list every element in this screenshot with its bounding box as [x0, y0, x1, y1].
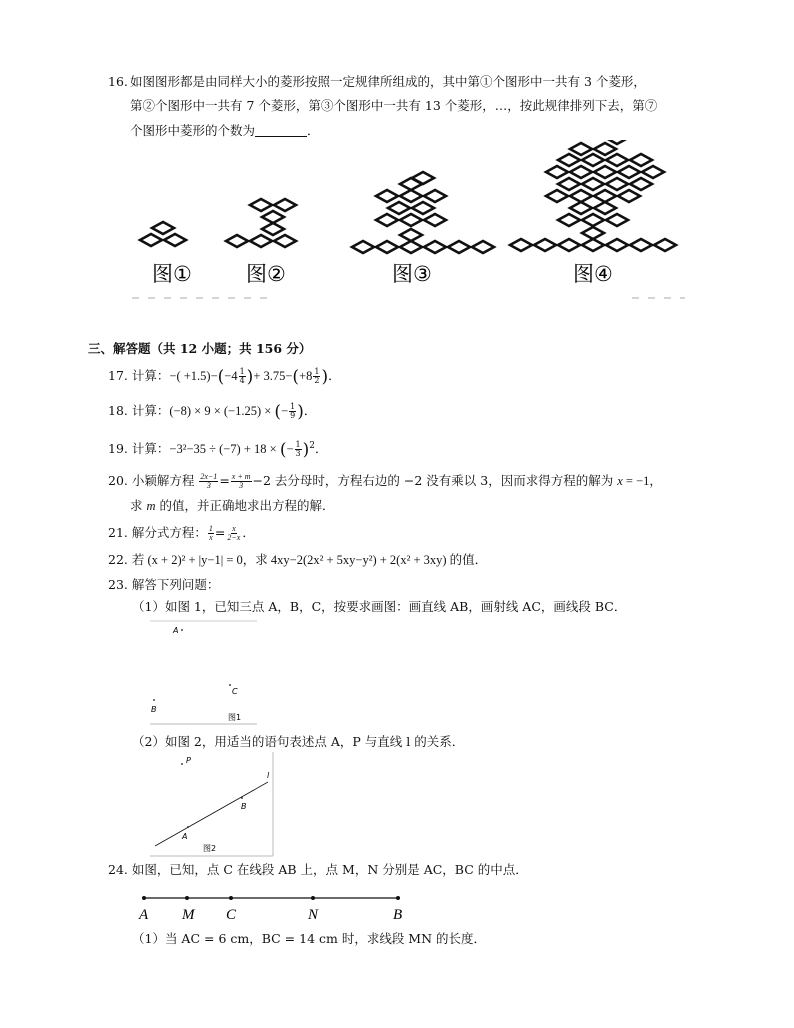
rhombus [472, 241, 494, 253]
rhombus [164, 234, 186, 246]
q22 [108, 551, 487, 569]
q17-frac1: $\frac{1}{4}$ [239, 367, 245, 385]
rhombus [594, 202, 616, 214]
rhombus [606, 178, 628, 190]
rhombus [642, 166, 664, 178]
segment-label-c: C [226, 907, 237, 923]
segment-point-b [396, 896, 400, 900]
q17-frac2: $\frac{1}{2}$ [314, 367, 320, 385]
q24-part1: （1）当 AC = 6 cm，BC = 14 cm 时，求线段 MN 的长度． [132, 931, 487, 946]
rhombus [582, 239, 604, 251]
rhombus [594, 190, 616, 202]
q20-line2: 求 m 的值，并正确地求出方程的解． [130, 498, 335, 513]
rhombus [606, 239, 628, 251]
segment-point-c [229, 896, 233, 900]
answer-blank[interactable] [255, 124, 307, 137]
q23-number: 23. [108, 577, 128, 592]
fig1-point-a-label: A [173, 626, 179, 635]
q20-line1: 20. 小颖解方程 $\frac{2x-1}{3}$ = $\frac{x + m}{3}$ −2 去分母时，方程右边的 −2 没有乘以 3，因而求得方程的解为 x = −1， [108, 472, 662, 490]
rhombus [570, 166, 592, 178]
section-heading: 三、解答题（共 12 小题；共 156 分） [88, 341, 312, 356]
q24-number: 24. [108, 862, 128, 877]
q16-number: 16. [108, 74, 128, 89]
rhombus [352, 241, 374, 253]
q17: 17. 计算：−( +1.5)−(−4 $\frac{1}{4}$ )+ 3.75−(+8 $\frac{1}{2}$ )． [108, 367, 341, 387]
rhombus [570, 190, 592, 202]
rhombus [618, 190, 640, 202]
fig1-point-b-label: B [151, 705, 157, 714]
rhombus [594, 143, 616, 155]
q17-expr-b: −4 [224, 369, 238, 383]
fig-label-3: 图③ [392, 262, 432, 286]
segment-point-n [311, 896, 315, 900]
rhombus [400, 229, 422, 241]
rhombus [262, 211, 284, 223]
fig-label-4: 图④ [573, 262, 613, 286]
rhombus [400, 190, 422, 202]
segment-point-a [142, 896, 146, 900]
q24-text: 如图，已知，点 C 在线段 AB 上，点 M，N 分别是 AC，BC 的中点． [131, 862, 528, 877]
q23-part2: （2）如图 2，用适当的语句表述点 A，P 与直线 l 的关系． [132, 734, 465, 749]
figure-2 [145, 752, 275, 857]
q20-frac1: $\frac{2x-1}{3}$ [200, 472, 218, 490]
rhombus [424, 214, 446, 226]
fig2-point-b-label: B [241, 802, 247, 811]
rhombus-figures [120, 140, 700, 305]
q18-frac: $\frac{1}{9}$ [290, 402, 296, 420]
q16-line3-text: 个图形中菱形的个数为 [130, 123, 256, 138]
q18-expr: (−8) × 9 × (−1.25) × [169, 404, 275, 418]
q23-part1: （1）如图 1，已知三点 A，B，C，按要求画图：画直线 AB，画射线 AC，画线段 BC． [132, 599, 627, 614]
rhombus [570, 202, 592, 214]
rhombus [400, 241, 422, 253]
rhombus [274, 199, 296, 211]
rhombus [606, 140, 628, 144]
rhombus [412, 202, 434, 214]
rhombus [582, 227, 604, 239]
segment-point-m [185, 896, 189, 900]
q17-prefix: 计算： [131, 368, 170, 383]
segment-label-n: N [308, 907, 319, 923]
fig2-line-l [155, 782, 268, 846]
rhombus [630, 239, 652, 251]
segment-label-m: M [182, 907, 195, 923]
q21-frac1: $\frac{1}{x}$ [208, 524, 213, 542]
rhombus [558, 154, 580, 166]
q16-line3 [130, 122, 320, 140]
q18-prefix: 计算： [131, 403, 170, 418]
rhombus [274, 235, 296, 247]
fig1-point-c-label: C [232, 687, 238, 696]
rhombus [376, 190, 398, 202]
q16-line2: 第②个图形中一共有 7 个菱形，第③个图形中一共有 13 个菱形，…，按此规律排列下去，第⑦ [130, 98, 658, 113]
rhombus [376, 241, 398, 253]
rhombus [226, 235, 248, 247]
fig-label-2: 图② [246, 262, 286, 286]
rhombus [558, 214, 580, 226]
q24 [108, 861, 528, 879]
q21-number: 21. [108, 525, 128, 540]
rhombus [546, 166, 568, 178]
q19-prefix: 计算： [131, 441, 170, 457]
segment-figure [130, 888, 420, 928]
q17-number: 17. [108, 368, 128, 383]
rhombus [606, 154, 628, 166]
q21-frac2: $\frac{x}{2-x}$ [227, 524, 241, 542]
figure-1 [145, 618, 265, 728]
segment-label-b: B [393, 907, 403, 923]
rhombus [250, 235, 272, 247]
q19: 19. 计算：−3²−35 ÷ (−7) + 18 × (− $\frac{1}{3}$ )$^2$． [108, 440, 328, 461]
rhombus [534, 239, 556, 251]
rhombus [376, 214, 398, 226]
rhombus [630, 154, 652, 166]
rhombus [400, 214, 422, 226]
rhombus [448, 241, 470, 253]
fig2-line-l-label: l [267, 771, 270, 780]
rhombus [424, 190, 446, 202]
rhombus [606, 214, 628, 226]
q18-number: 18. [108, 403, 128, 418]
segment-label-a: A [139, 907, 149, 923]
q16-line1: 如图图形都是由同样大小的菱形按照一定规律所组成的，其中第①个图形中一共有 3 个菱形， [130, 74, 646, 89]
rhombus [558, 239, 580, 251]
rhombus [582, 214, 604, 226]
q22-text: 若 (x + 2)² + |y−1| = 0，求 4xy−2(2x² + 5xy−y²) + 2(x² + 3xy) 的值． [131, 553, 488, 567]
rhombus [558, 178, 580, 190]
rhombus [630, 178, 652, 190]
rhombus [570, 143, 592, 155]
fig2-point-p-label: P [186, 756, 191, 765]
rhombus [654, 239, 676, 251]
q16-line3-end: ． [307, 123, 320, 138]
q17-expr-c: + 3.75− [253, 369, 293, 383]
q18: 18. 计算：(−8) × 9 × (−1.25) × (− $\frac{1}{9}$ )． [108, 402, 317, 422]
q19-number: 19. [108, 441, 128, 457]
fig1-caption: 图1 [228, 713, 242, 722]
q20-frac2: $\frac{x + m}{3}$ [231, 472, 251, 490]
rhombus [582, 178, 604, 190]
rhombus [140, 234, 162, 246]
q19-expr: −3²−35 ÷ (−7) + 18 × [169, 442, 280, 457]
rhombus [424, 241, 446, 253]
rhombus [250, 199, 272, 211]
q17-expr-a: −( +1.5)− [169, 369, 218, 383]
q19-frac: $\frac{1}{3}$ [295, 440, 301, 459]
rhombus [618, 166, 640, 178]
rhombus [582, 154, 604, 166]
rhombus [510, 239, 532, 251]
q22-number: 22. [108, 552, 128, 567]
fig2-point-a-label: A [182, 832, 188, 841]
rhombus [262, 223, 284, 235]
q20-number: 20. [108, 473, 128, 488]
q17-expr-d: +8 [299, 369, 313, 383]
rhombus [594, 166, 616, 178]
q23-title: 23. 解答下列问题： [108, 577, 220, 592]
q21: 21. 解分式方程： $\frac{1}{x}$ = $\frac{x}{2-x}$ ． [108, 524, 255, 542]
fig-label-1: 图① [152, 262, 192, 286]
rhombus [388, 202, 410, 214]
fig2-caption: 图2 [203, 844, 217, 853]
rhombus [546, 190, 568, 202]
rhombus [152, 222, 174, 234]
